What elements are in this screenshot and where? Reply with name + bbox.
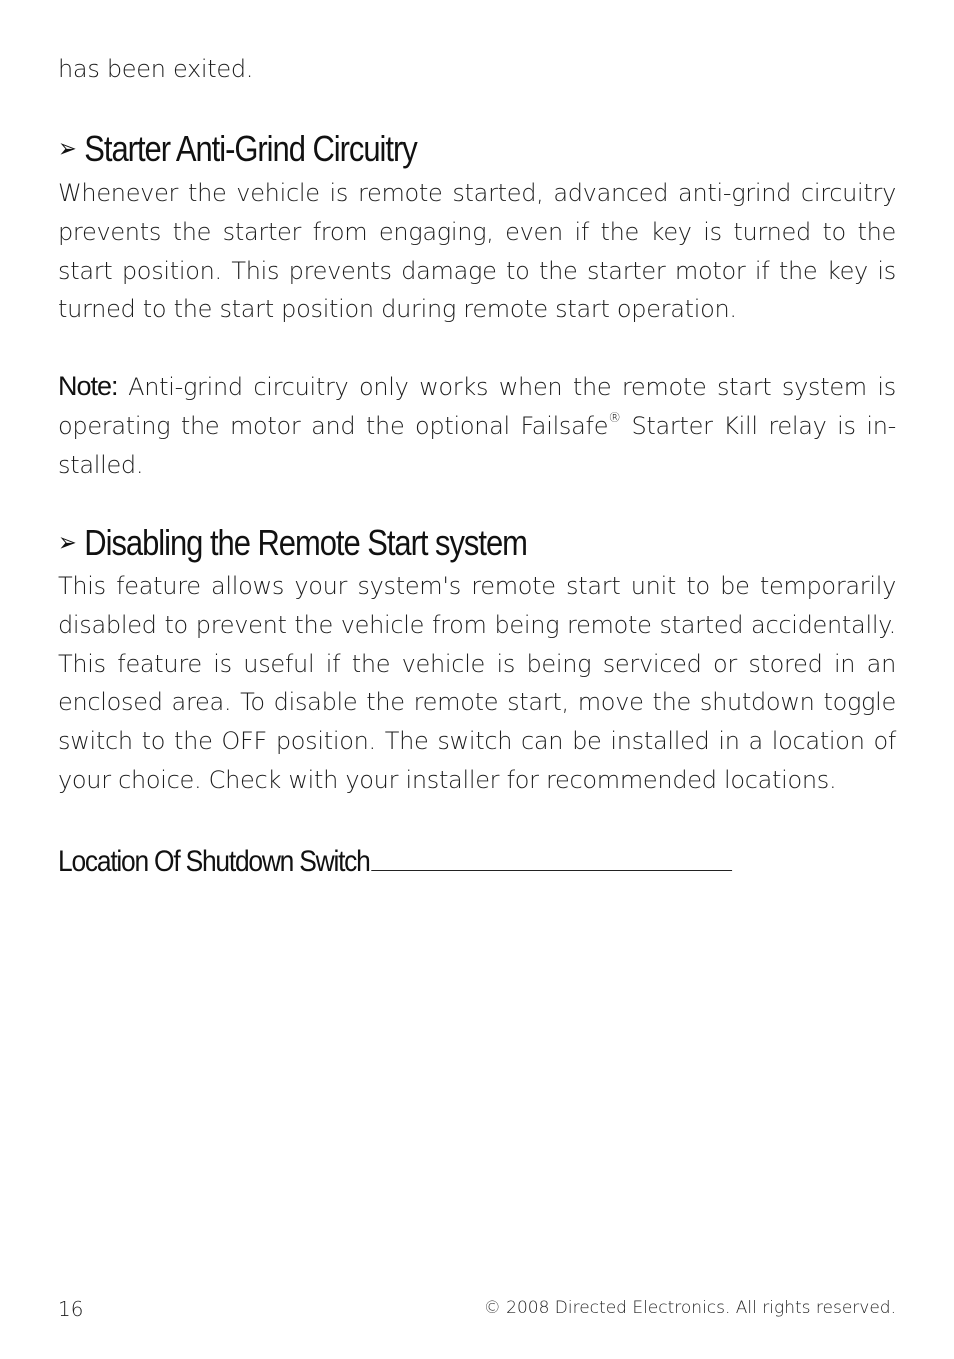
note-label: Note:: [58, 371, 118, 401]
registered-mark: ®: [608, 410, 621, 426]
anti-grind-note: [58, 367, 896, 484]
section-heading-disabling: [58, 522, 779, 564]
copyright-notice: © 2008 Directed Electronics. All rights reserved.: [483, 1298, 896, 1318]
fill-in-blank-line: [371, 840, 732, 871]
note-text-after: Starter Kill relay is in-stalled.: [58, 411, 896, 479]
page-number: 16: [58, 1297, 84, 1321]
manual-page: [58, 0, 896, 1359]
anti-grind-paragraph: Whenever the vehicle is remote started, advanced anti-grind circuitry prevents the starter from engaging, even if the key is turned to the start position. This prevents damage to the starter motor if the key is turned to the start position during remote start operation.: [58, 179, 896, 324]
section-heading-anti-grind: [58, 128, 779, 170]
disabling-paragraph: This feature allows your system's remote start unit to be temporarily disabled to prevent the vehicle from being remote started accidentally. This feature is useful if the vehicle is being serviced or stored in an enclosed area. To disable the remote start, move the shutdown toggle switch to the OFF position. The switch can be installed in a location of your choice. Check with your installer for recommended locations.: [58, 572, 896, 794]
note-text-before: Anti-grind circuitry only works when the remote start system is operating the motor and the optional Failsafe: [58, 373, 896, 440]
arrow-bullet-icon: ➢: [58, 528, 76, 558]
arrow-bullet-icon: ➢: [58, 134, 76, 164]
shutdown-switch-location-field: [58, 840, 732, 879]
continued-text: has been exited.: [58, 55, 254, 83]
heading-text: Starter Anti-Grind Circuitry: [84, 128, 417, 169]
location-label: Location Of Shutdown Switch: [58, 845, 370, 878]
heading-text: Disabling the Remote Start system: [84, 522, 527, 563]
